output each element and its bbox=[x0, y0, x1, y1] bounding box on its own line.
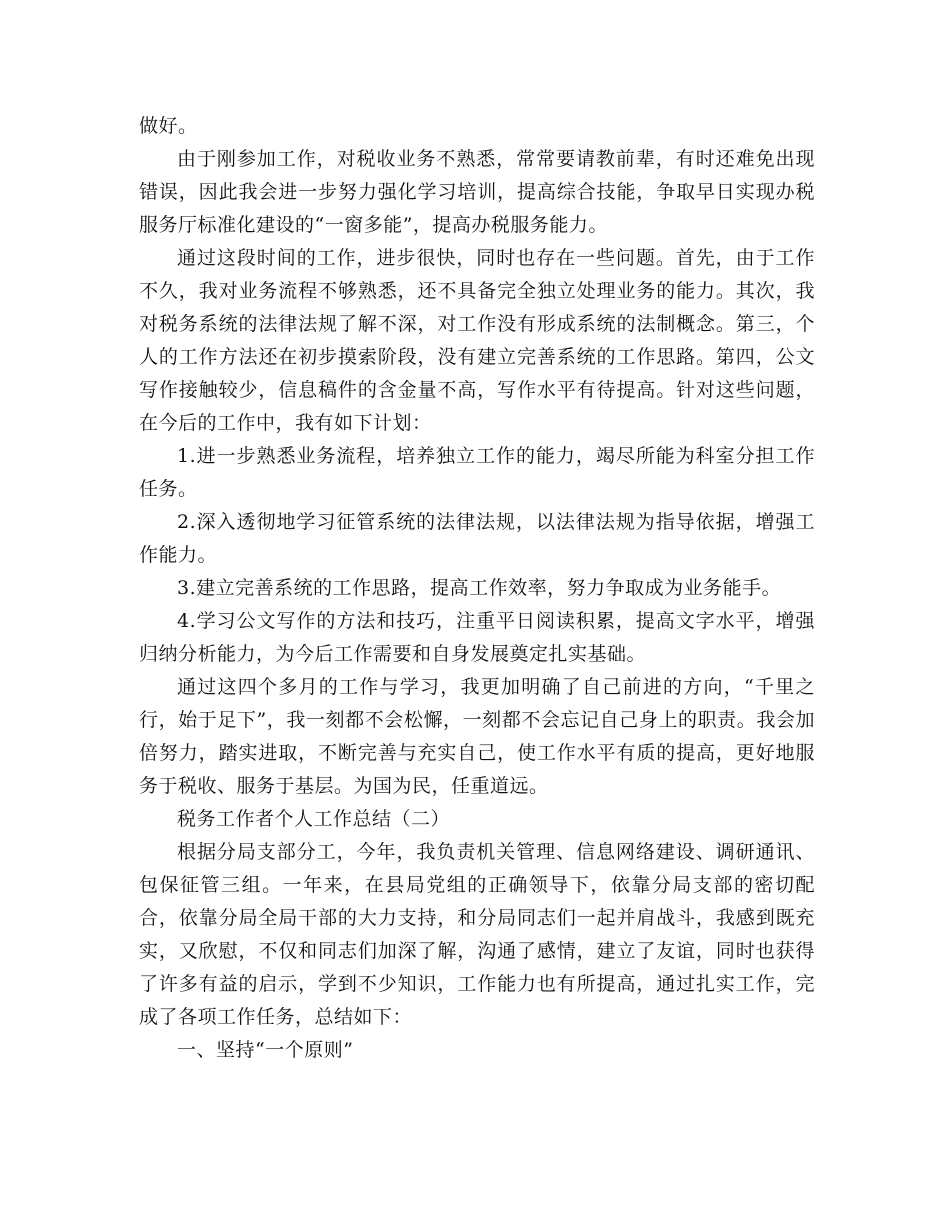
list-item-plan-4: 4.学习公文写作的方法和技巧，注重平日阅读积累，提高文字水平，增强归纳分析能力，为今后工作需要和自身发展奠定扎实基础。 bbox=[139, 610, 815, 665]
paragraph-summary-intro: 根据分局支部分工，今年，我负责机关管理、信息网络建设、调研通讯、包保征管三组。一年来，在县局党组的正确领导下，依靠分局支部的密切配合，依靠分局全局干部的大力支持，和分局同志们一起并肩战斗，我感到既充实，又欣慰，不仅和同志们加深了解，沟通了感情，建立了友谊，同时也获得了许多有益的启示，学到不少知识，工作能力也有所提高，通过扎实工作，完成了各项工作任务，总结如下： bbox=[139, 841, 815, 1028]
paragraph-learning-plan: 由于刚参加工作，对税收业务不熟悉，常常要请教前辈，有时还难免出现错误，因此我会进一步努力强化学习培训，提高综合技能，争取早日实现办税服务厅标准化建设的“一窗多能”，提高办税服务能力。 bbox=[139, 148, 815, 236]
paragraph-problems: 通过这段时间的工作，进步很快，同时也存在一些问题。首先，由于工作不久，我对业务流程不够熟悉，还不具备完全独立处理业务的能力。其次，我对税务系统的法律法规了解不深，对工作没有形成系统的法制概念。第三，个人的工作方法还在初步摸索阶段，没有建立完善系统的工作思路。第四，公文写作接触较少，信息稿件的含金量不高，写作水平有待提高。针对这些问题，在今后的工作中，我有如下计划： bbox=[139, 247, 815, 434]
paragraph-conclusion: 通过这四个多月的工作与学习，我更加明确了自己前进的方向，“千里之行，始于足下”，我一刻都不会松懈，一刻都不会忘记自己身上的职责。我会加倍努力，踏实进取，不断完善与充实自己，使工作水平有质的提高，更好地服务于税收、服务于基层。为国为民，任重道远。 bbox=[139, 676, 815, 797]
heading-one-principle: 一、坚持“一个原则” bbox=[177, 1039, 354, 1061]
list-item-plan-1: 1.进一步熟悉业务流程，培养独立工作的能力，竭尽所能为科室分担工作任务。 bbox=[139, 445, 815, 500]
paragraph-continuation: 做好。 bbox=[139, 115, 198, 137]
list-item-plan-3: 3.建立完善系统的工作思路，提高工作效率，努力争取成为业务能手。 bbox=[177, 577, 782, 599]
section-title-summary-two: 税务工作者个人工作总结（二） bbox=[177, 808, 451, 830]
list-item-plan-2: 2.深入透彻地学习征管系统的法律法规，以法律法规为指导依据，增强工作能力。 bbox=[139, 511, 815, 566]
document-body bbox=[139, 110, 815, 1067]
